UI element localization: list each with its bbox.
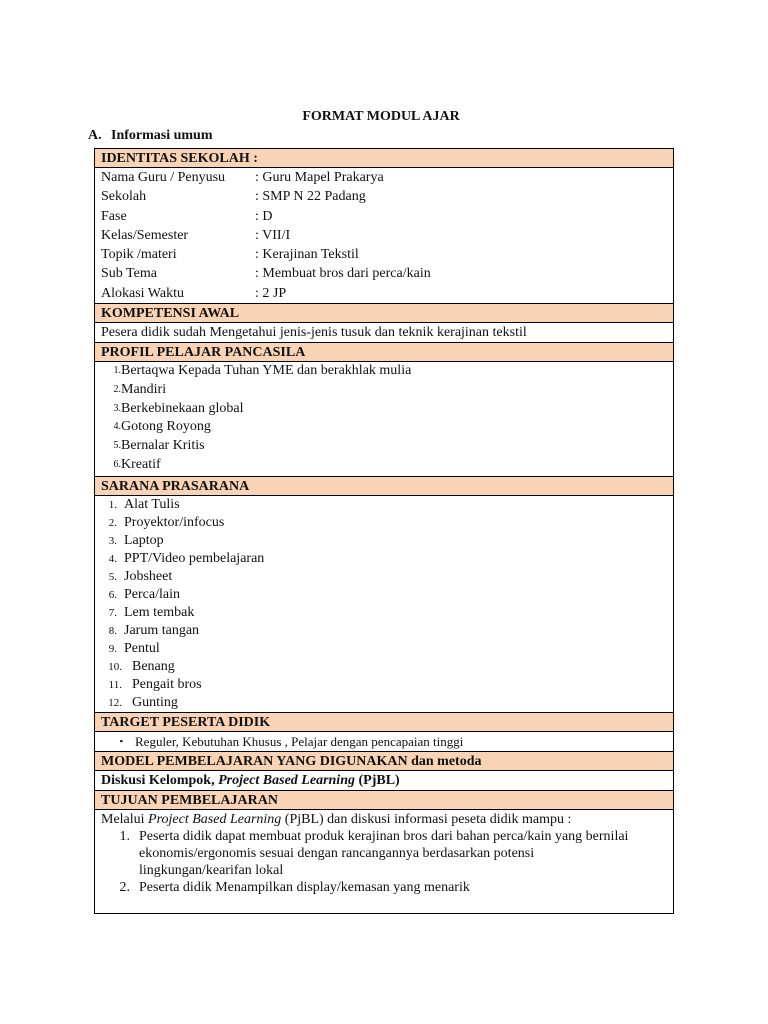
identitas-value: : SMP N 22 Padang (255, 189, 366, 205)
list-item (95, 456, 673, 475)
section-heading (88, 128, 213, 144)
list-text: Gunting (132, 694, 178, 710)
identitas-key: Fase (101, 208, 127, 224)
list-number: 6. (108, 588, 117, 601)
goal-text: Peserta didik Menampilkan display/kemasan yang menarik (139, 879, 470, 895)
section-label: Informasi umum (111, 128, 213, 143)
tujuan-intro (95, 810, 673, 828)
list-text: Bernalar Kritis (121, 438, 205, 454)
identitas-section (95, 168, 673, 304)
bullet-item (95, 732, 673, 751)
list-item (95, 514, 673, 532)
model-header: MODEL PEMBELAJARAN YANG DIGUNAKAN dan metoda (95, 752, 673, 771)
list-number: 2. (108, 516, 117, 529)
list-text: PPT/Video pembelajaran (124, 550, 265, 566)
tujuan-intro-prefix: Melalui (101, 811, 145, 827)
list-number: 10. (108, 660, 122, 673)
list-number: 1. (113, 365, 121, 377)
sarana-header: SARANA PRASARANA (95, 477, 673, 496)
list-text: Proyektor/infocus (124, 514, 225, 530)
list-text: Kreatif (121, 457, 161, 473)
identitas-value: : VII/I (255, 227, 291, 243)
list-item (95, 640, 673, 658)
identitas-row (95, 245, 673, 264)
list-number: 1. (108, 498, 117, 511)
list-text: Jarum tangan (124, 622, 200, 638)
profil-section (95, 362, 673, 477)
kompetensi-section (95, 323, 673, 343)
list-text: Jobsheet (124, 568, 173, 584)
bullet-square-icon: ▪ (119, 735, 123, 746)
identitas-key: Nama Guru / Penyusu (101, 170, 226, 185)
identitas-row (95, 187, 673, 206)
list-number: 11. (108, 678, 122, 691)
identitas-value: : Guru Mapel Prakarya (255, 170, 384, 185)
identitas-key: Alokasi Waktu (101, 285, 184, 301)
list-text: Perca/lain (124, 586, 180, 602)
identitas-key: Sub Tema (101, 266, 157, 282)
list-text: Benang (132, 658, 175, 674)
list-item (95, 676, 673, 694)
list-text: Pengait bros (132, 676, 202, 692)
profil-header: PROFIL PELAJAR PANCASILA (95, 343, 673, 362)
list-number: 7. (108, 606, 117, 619)
identitas-row (95, 264, 673, 283)
list-text: Gotong Royong (121, 419, 211, 435)
model-suffix: (PjBL) (358, 772, 400, 788)
identitas-key: Topik /materi (101, 247, 177, 263)
list-number: 3. (108, 534, 117, 547)
list-item (95, 437, 673, 456)
list-item (95, 658, 673, 676)
list-item (95, 381, 673, 400)
tujuan-intro-italic: Project Based Learning (148, 811, 282, 827)
list-number: 4. (108, 552, 117, 565)
identitas-row (95, 207, 673, 226)
list-item (95, 568, 673, 586)
list-number: 4. (113, 421, 121, 433)
list-item (95, 604, 673, 622)
identitas-row (95, 284, 673, 303)
list-text: Bertaqwa Kepada Tuhan YME dan berakhlak mulia (121, 363, 412, 379)
model-italic: Project Based Learning (218, 772, 355, 788)
list-text: Berkebinekaan global (121, 400, 244, 416)
list-text: Pentul (124, 640, 160, 656)
target-header: TARGET PESERTA DIDIK (95, 713, 673, 732)
tujuan-section (95, 810, 673, 913)
model-text (95, 771, 673, 790)
identitas-value: : Kerajinan Tekstil (255, 247, 359, 263)
list-number: 2. (113, 383, 121, 395)
list-number: 5. (113, 440, 121, 452)
section-number: A. (88, 128, 102, 143)
page-title: FORMAT MODUL AJAR (302, 109, 460, 124)
goal-number: 2. (119, 879, 130, 895)
module-table (94, 148, 674, 914)
goal-item (95, 828, 673, 879)
goal-text: Peserta didik dapat membuat produk kerajinan bros dari bahan perca/kain yang bernilai ekonomis/ergonomis sesuai dengan rancangannya berdasarkan potensi lingkungan/kearifan lokal (139, 828, 629, 878)
list-item (95, 532, 673, 550)
list-item (95, 400, 673, 419)
sarana-section (95, 496, 673, 713)
tujuan-intro-suffix: (PjBL) dan diskusi informasi peseta didik mampu : (284, 811, 572, 827)
identitas-header: IDENTITAS SEKOLAH : (95, 149, 673, 168)
identitas-key: Sekolah (101, 189, 147, 205)
list-item (95, 694, 673, 712)
list-number: 6. (113, 459, 121, 471)
list-number: 8. (108, 624, 117, 637)
list-number: 12. (108, 696, 122, 709)
goal-number: 1. (119, 828, 130, 844)
identitas-value: : Membuat bros dari perca/kain (255, 266, 431, 282)
list-number: 3. (113, 402, 121, 414)
list-item (95, 418, 673, 437)
model-section (95, 771, 673, 791)
list-text: Lem tembak (124, 604, 195, 620)
list-item (95, 622, 673, 640)
bullet-text: Reguler, Kebutuhan Khusus , Pelajar dengan pencapaian tinggi (135, 733, 464, 749)
list-text: Mandiri (121, 381, 167, 397)
identitas-row (95, 226, 673, 245)
list-item (95, 586, 673, 604)
kompetensi-header: KOMPETENSI AWAL (95, 304, 673, 323)
list-text: Alat Tulis (124, 496, 180, 512)
tujuan-header: TUJUAN PEMBELAJARAN (95, 791, 673, 810)
identitas-value: : D (255, 208, 273, 224)
target-section (95, 732, 673, 752)
identitas-row (95, 168, 673, 187)
goal-item (95, 879, 673, 896)
identitas-value: : 2 JP (255, 285, 287, 301)
model-prefix: Diskusi Kelompok, (101, 772, 215, 788)
list-item (95, 362, 673, 381)
kompetensi-text: Pesera didik sudah Mengetahui jenis-jenis tusuk dan teknik kerajinan tekstil (101, 325, 527, 341)
list-number: 5. (108, 570, 117, 583)
list-item (95, 550, 673, 568)
identitas-key: Kelas/Semester (101, 227, 189, 243)
list-number: 9. (108, 642, 117, 655)
list-text: Laptop (124, 532, 164, 548)
list-item (95, 496, 673, 514)
